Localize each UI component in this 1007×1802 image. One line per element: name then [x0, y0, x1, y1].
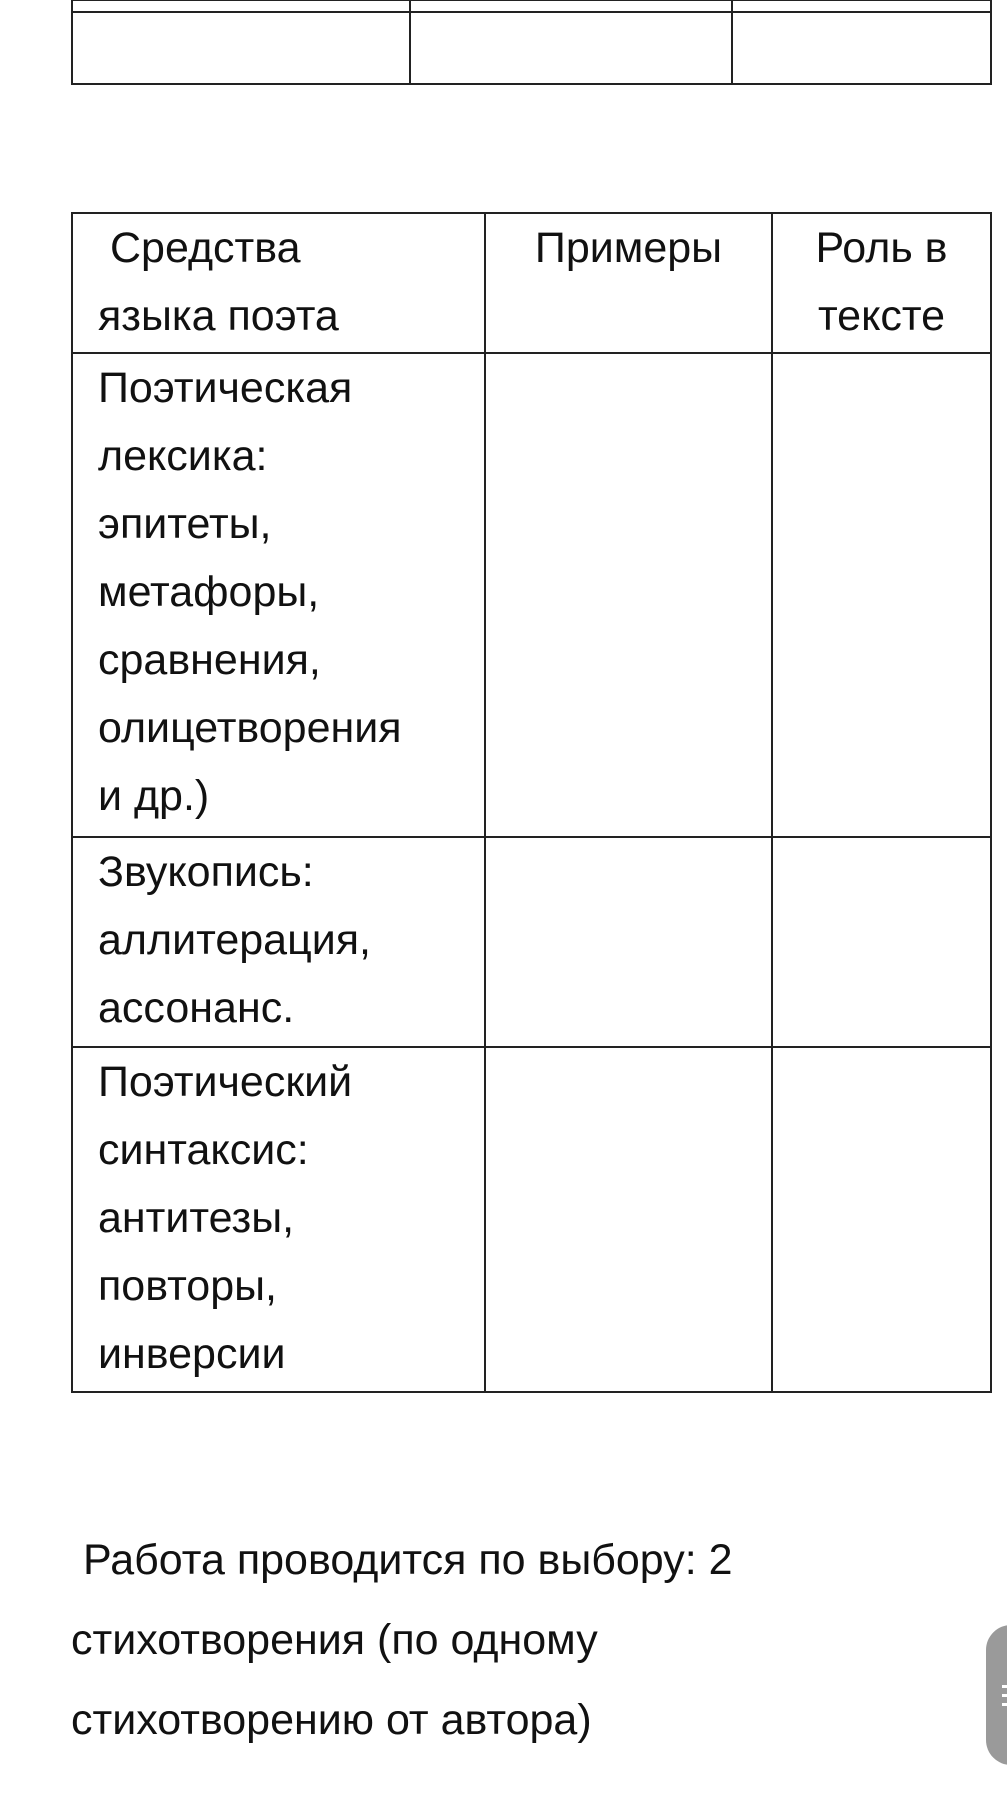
table-cell — [72, 12, 410, 84]
role-cell — [772, 1047, 991, 1392]
cell-line: эпитеты, — [98, 500, 272, 548]
cell-line: антитезы, — [98, 1194, 295, 1242]
cell-line: синтаксис: — [98, 1126, 309, 1174]
cell-line: ассонанс. — [98, 984, 295, 1032]
table-cell — [410, 0, 732, 12]
table-cell — [72, 0, 410, 12]
top-table-fragment — [71, 0, 992, 85]
assignment-note — [71, 1520, 951, 1760]
cell-line: Поэтический — [98, 1058, 353, 1106]
role-cell — [772, 837, 991, 1047]
table-row — [72, 353, 991, 837]
role-cell — [772, 353, 991, 837]
device-cell-sound — [72, 837, 485, 1047]
table-cell — [732, 0, 991, 12]
header-examples-label: Примеры — [534, 224, 723, 272]
table-cell — [410, 12, 732, 84]
device-cell-lexicon — [72, 353, 485, 837]
table-row — [72, 837, 991, 1047]
table-row — [72, 12, 991, 84]
poetic-devices-table — [71, 212, 992, 1393]
cell-line: лексика: — [98, 432, 268, 480]
table-row — [72, 0, 991, 12]
grip-line-icon — [1002, 1694, 1007, 1697]
grip-line-icon — [1002, 1703, 1007, 1706]
header-devices — [72, 213, 485, 353]
note-line1: Работа проводится по выбору: 2 — [83, 1536, 733, 1584]
cell-line: инверсии — [98, 1330, 286, 1378]
cell-line: аллитерация, — [98, 916, 371, 964]
header-role-line2: тексте — [817, 292, 946, 340]
cell-line: Звукопись: — [98, 848, 314, 896]
examples-cell — [485, 837, 772, 1047]
header-role-line1: Роль в — [815, 224, 948, 272]
cell-line: метафоры, — [98, 568, 320, 616]
cell-line: сравнения, — [98, 636, 321, 684]
device-cell-syntax — [72, 1047, 485, 1392]
header-devices-line1: Средства — [110, 224, 301, 272]
grip-line-icon — [1002, 1685, 1007, 1688]
cell-line: и др.) — [98, 772, 210, 820]
scroll-handle[interactable] — [986, 1625, 1007, 1765]
cell-line: Поэтическая — [98, 364, 353, 412]
header-role — [772, 213, 991, 353]
header-devices-line2: языка поэта — [98, 292, 339, 340]
examples-cell — [485, 1047, 772, 1392]
table-cell — [732, 12, 991, 84]
cell-line: олицетворения — [98, 704, 402, 752]
table-row — [72, 1047, 991, 1392]
note-line2: стихотворения (по одному — [71, 1616, 598, 1664]
cell-line: повторы, — [98, 1262, 277, 1310]
header-examples — [485, 213, 772, 353]
note-line3: стихотворению от автора) — [71, 1696, 592, 1744]
table-header-row — [72, 213, 991, 353]
examples-cell — [485, 353, 772, 837]
